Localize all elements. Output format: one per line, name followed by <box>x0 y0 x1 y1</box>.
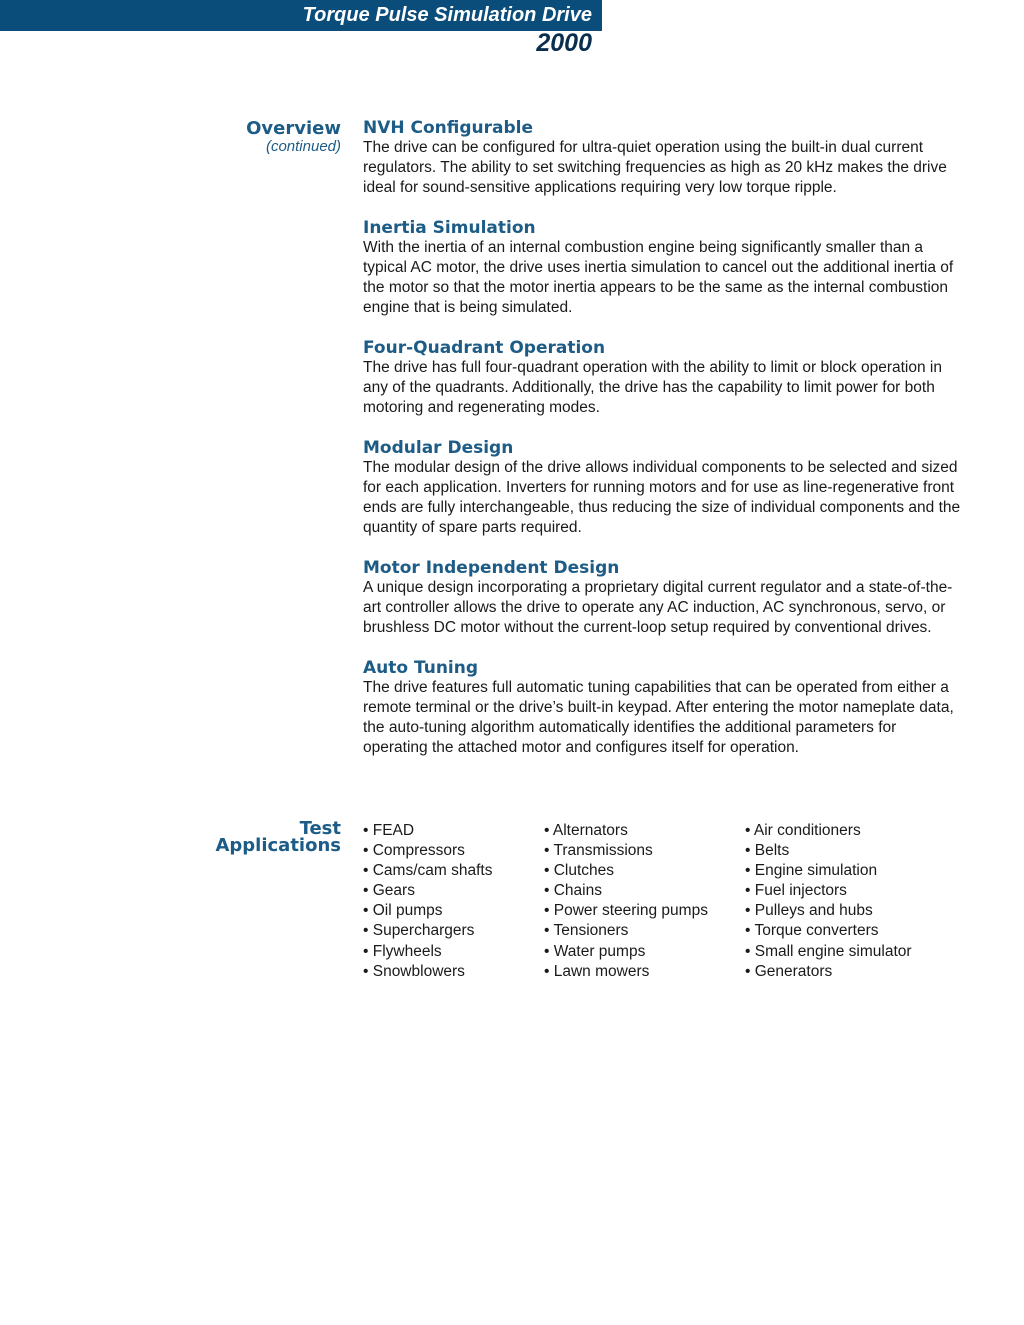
section-heading: Inertia Simulation <box>363 218 536 238</box>
list-item: • Power steering pumps <box>544 902 708 920</box>
test-applications-label-line2: Applications <box>215 835 341 856</box>
list-item: • Oil pumps <box>363 902 443 920</box>
overview-continued: (continued) <box>265 138 341 155</box>
overview-label <box>0 120 341 157</box>
section-heading: Motor Independent Design <box>363 558 620 578</box>
list-item: • FEAD <box>363 822 415 839</box>
applications-column-1 <box>363 821 492 982</box>
list-item: • Pulleys and hubs <box>745 902 873 920</box>
section-body: With the inertia of an internal combustion engine being significantly smaller than a typical AC motor, the drive uses inertia simulation to cancel out the additional inertia of the motor so that the motor inertia appears to be the same as the internal combustion engine that is being simulated. <box>363 239 954 316</box>
list-item: • Cams/cam shafts <box>363 862 493 880</box>
test-applications-list <box>363 821 963 991</box>
list-item: • Superchargers <box>363 922 475 940</box>
section-heading: NVH Configurable <box>363 118 534 138</box>
section-modular-design <box>363 438 963 538</box>
list-item: • Compressors <box>363 842 465 860</box>
list-item: • Transmissions <box>544 842 653 860</box>
model-number: 2000 <box>536 29 592 57</box>
section-motor-independent-design <box>363 558 963 638</box>
list-item: • Gears <box>363 882 415 900</box>
list-item: • Flywheels <box>363 942 442 960</box>
section-body: The drive has full four-quadrant operation with the ability to limit or block operation in any of the quadrants. Additionally, the drive has the capability to limit power for both motoring and regenerating modes. <box>363 359 942 416</box>
section-inertia-simulation <box>363 218 963 318</box>
section-body: The modular design of the drive allows individual components to be selected and sized for each application. Inverters for running motors and for use as line-regenerative front ends are fully interchangeable, thus reducing the size of individual components and the quantity of spare parts required. <box>363 459 961 536</box>
section-heading: Four-Quadrant Operation <box>363 338 606 358</box>
overview-content <box>363 118 963 778</box>
list-item: • Torque converters <box>745 922 879 940</box>
list-item: • Air conditioners <box>745 822 861 839</box>
list-item: • Tensioners <box>544 922 629 940</box>
list-item: • Lawn mowers <box>544 962 650 980</box>
list-item: • Chains <box>544 882 602 900</box>
section-heading: Modular Design <box>363 438 514 458</box>
section-heading: Auto Tuning <box>363 658 479 678</box>
list-item: • Small engine simulator <box>745 942 912 960</box>
section-body: A unique design incorporating a proprietary digital current regulator and a state-of-the-art controller allows the drive to operate any AC induction, AC synchronous, servo, or brushless DC motor without the current-loop setup required by conventional drives. <box>363 579 953 636</box>
list-item: • Generators <box>745 962 833 980</box>
header-banner <box>0 0 602 31</box>
section-nvh-configurable <box>363 118 963 198</box>
test-applications-label <box>0 820 341 854</box>
document-title: Torque Pulse Simulation Drive <box>302 4 592 26</box>
section-auto-tuning <box>363 658 963 758</box>
section-four-quadrant-operation <box>363 338 963 418</box>
applications-column-3 <box>745 821 912 982</box>
list-item: • Fuel injectors <box>745 882 847 900</box>
list-item: • Alternators <box>544 822 628 839</box>
list-item: • Clutches <box>544 862 615 880</box>
overview-title: Overview <box>246 118 341 139</box>
section-body: The drive can be configured for ultra-quiet operation using the built-in dual current regulators. The ability to set switching frequencies as high as 20 kHz makes the drive ideal for sound-sensitive applications requiring very low torque ripple. <box>363 139 947 196</box>
list-item: • Snowblowers <box>363 962 465 980</box>
list-item: • Water pumps <box>544 942 646 960</box>
list-item: • Engine simulation <box>745 862 878 880</box>
list-item: • Belts <box>745 842 790 860</box>
section-body: The drive features full automatic tuning capabilities that can be operated from either a remote terminal or the drive’s built-in keypad. After entering the motor nameplate data, the auto-tuning algorithm automatically identifies the additional parameters for operating the attached motor and configures itself for operation. <box>363 679 954 756</box>
test-applications-label-line1: Test <box>299 818 341 839</box>
applications-column-2 <box>544 821 708 982</box>
